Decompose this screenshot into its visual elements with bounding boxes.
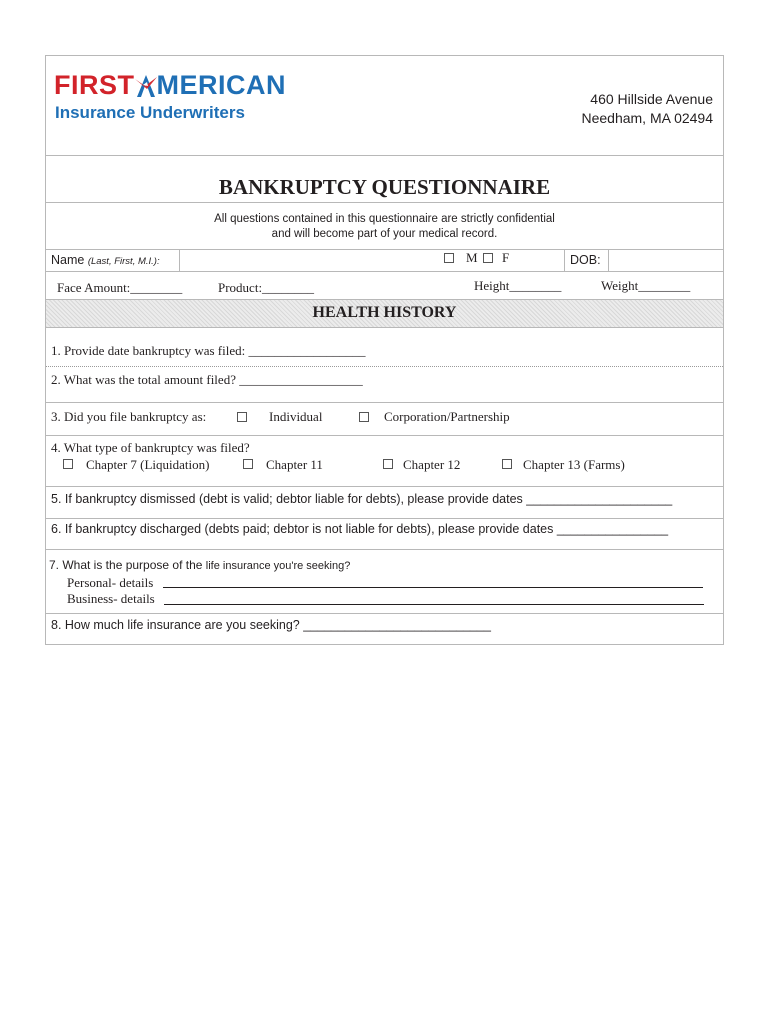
question-1[interactable]: 1. Provide date bankruptcy was filed: __________________ [51,343,366,358]
corporation-label: Corporation/Partnership [384,409,510,424]
divider [46,299,723,300]
logo-first: FIRST [54,70,135,100]
chapter-11-checkbox[interactable] [243,459,253,469]
male-label: M [466,250,478,265]
divider [46,155,723,156]
weight-field[interactable]: Weight________ [601,278,691,293]
divider [46,549,723,550]
chapter-11-label: Chapter 11 [266,457,323,472]
divider [46,486,723,487]
question-7-label: 7. What is the purpose of the life insurance you're seeking? [49,558,351,572]
individual-label: Individual [269,409,323,424]
question-6[interactable]: 6. If bankruptcy discharged (debts paid; debtor is not liable for debts), please provide dates ________________ [51,522,669,536]
individual-checkbox[interactable] [237,412,247,422]
logo-subtitle: Insurance Underwriters [55,103,245,122]
name-label: Name (Last, First, M.I.): [51,253,160,267]
dob-field[interactable] [609,250,723,270]
chapter-13-label: Chapter 13 (Farms) [523,457,625,472]
chapter-12-label: Chapter 12 [403,457,461,472]
business-details-field[interactable] [164,603,704,605]
question-3-label: 3. Did you file bankruptcy as: [51,409,207,424]
question-4-label: 4. What type of bankruptcy was filed? [51,440,250,455]
chapter-7-label: Chapter 7 (Liquidation) [86,457,210,472]
female-checkbox[interactable] [483,253,493,263]
dob-label: DOB: [570,253,601,267]
divider [46,402,723,403]
company-address-line1: 460 Hillside Avenue [590,91,713,107]
page-title: BANKRUPTCY QUESTIONNAIRE [218,175,551,199]
chapter-12-checkbox[interactable] [383,459,393,469]
divider [46,613,723,614]
height-field[interactable]: Height________ [474,278,562,293]
product-field[interactable]: Product:________ [218,280,315,295]
divider [46,271,723,272]
male-checkbox[interactable] [444,253,454,263]
personal-details-field[interactable] [163,586,703,588]
corporation-checkbox[interactable] [359,412,369,422]
question-8[interactable]: 8. How much life insurance are you seeking? ___________________________ [51,618,491,632]
divider [46,202,723,203]
divider [46,518,723,519]
business-details-label: Business- details [67,591,155,606]
divider [46,435,723,436]
personal-details-label: Personal- details [67,575,154,590]
face-amount-field[interactable]: Face Amount:________ [57,280,183,295]
section-title: HEALTH HISTORY [312,304,457,321]
female-label: F [502,250,510,265]
logo-merican: MERICAN [156,70,286,100]
divider [46,366,723,367]
confidential-note-line1: All questions contained in this questionnaire are strictly confidential [214,213,555,225]
question-5[interactable]: 5. If bankruptcy dismissed (debt is valid; debtor liable for debts), please provide dates _____________________ [51,492,673,506]
chapter-7-checkbox[interactable] [63,459,73,469]
divider [46,327,723,328]
name-field[interactable] [180,250,439,270]
cell-border [564,249,565,271]
company-address-line2: Needham, MA 02494 [581,110,713,126]
questionnaire-form [45,55,724,645]
confidential-note-line2: and will become part of your medical record. [271,228,498,240]
chapter-13-checkbox[interactable] [502,459,512,469]
question-2[interactable]: 2. What was the total amount filed? ___________________ [51,372,363,387]
